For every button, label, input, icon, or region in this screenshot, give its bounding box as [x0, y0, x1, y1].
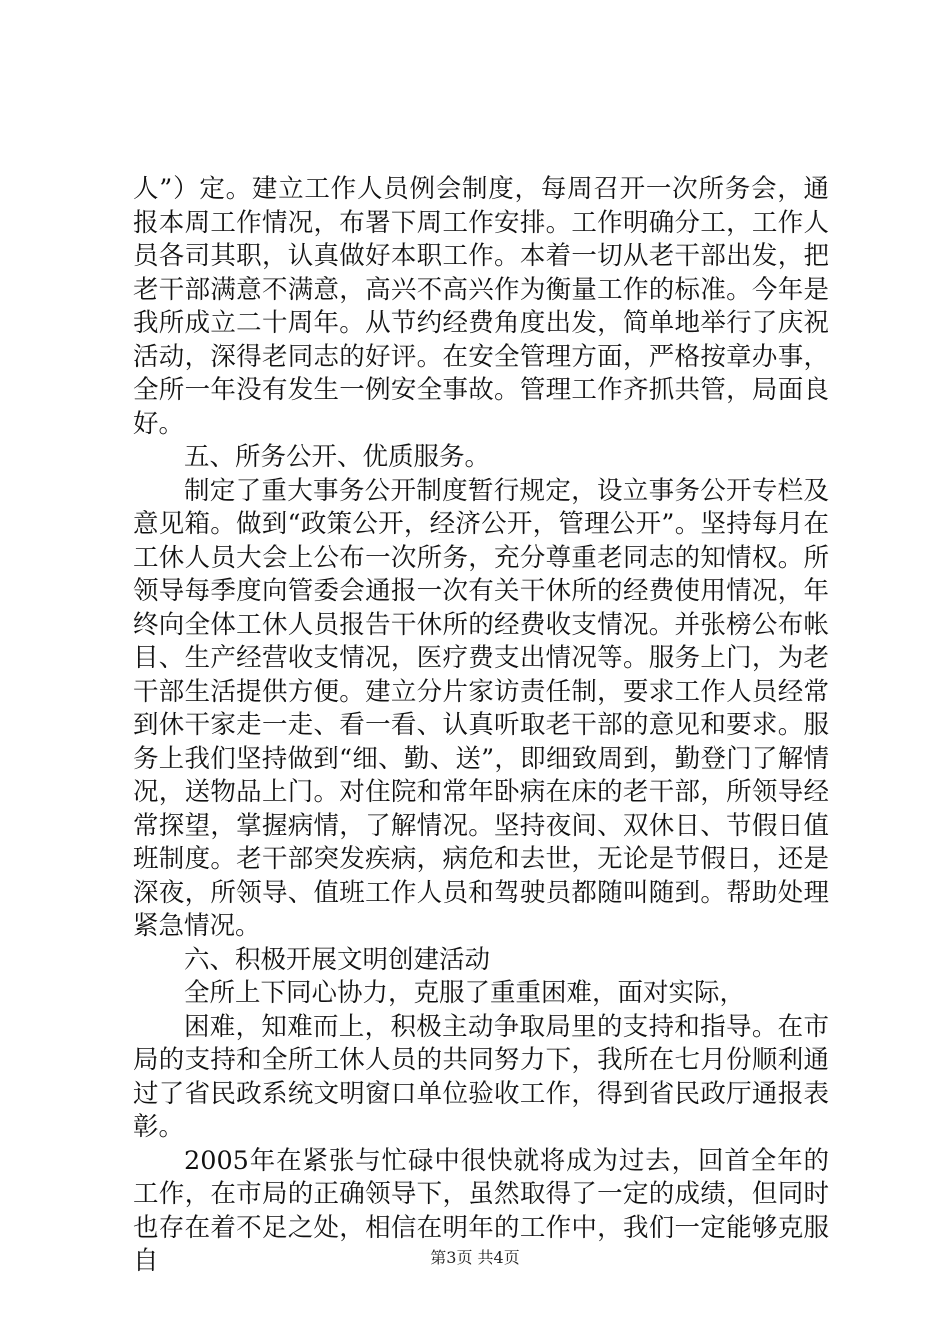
paragraph-1: 人”）定。建立工作人员例会制度，每周召开一次所务会，通报本周工作情况，布署下周工作安排。工作明确分工，工作人员各司其职，认真做好本职工作。本着一切从老干部出发，把老干部满意不满意，高兴不高兴作为衡量工作的标准。今年是我所成立二十周年。从节约经费角度出发，简单地举行了庆祝活动，深得老同志的好评。在安全管理方面，严格按章办事，全所一年没有发生一例安全事故。管理工作齐抓共管，局面良好。 [133, 174, 829, 439]
paragraph-7: 2005年在紧张与忙碌中很快就将成为过去，回首全年的工作，在市局的正确领导下，虽然取得了一定的成绩，但同时也存在着不足之处，相信在明年的工作中，我们一定能够克服自 [133, 1145, 829, 1276]
section-heading-5: 五、所务公开、优质服务。 [184, 442, 491, 472]
document-body [133, 173, 829, 1279]
paragraph-3: 制定了重大事务公开制度暂行规定，设立事务公开专栏及意见箱。做到“政策公开，经济公开，管理公开”。坚持每月在工休人员大会上公布一次所务，充分尊重老同志的知情权。所领导每季度向管委会通报一次有关干休所的经费使用情况，年终向全体工休人员报告干休所的经费收支情况。并张榜公布帐目、生产经营收支情况，医疗费支出情况等。服务上门，为老干部生活提供方便。建立分片家访责任制，要求工作人员经常到休干家走一走、看一看、认真听取老干部的意见和要求。服务上我们坚持做到“细、勤、送”，即细致周到，勤登门了解情况，送物品上门。对住院和常年卧病在床的老干部，所领导经常探望，掌握病情，了解情况。坚持夜间、双休日、节假日值班制度。老干部突发疾病，病危和去世，无论是节假日，还是深夜，所领导、值班工作人员和驾驶员都随叫随到。帮助处理紧急情况。 [133, 475, 829, 941]
paragraph-6: 困难，知难而上，积极主动争取局里的支持和指导。在市局的支持和全所工休人员的共同努力下，我所在七月份顺利通过了省民政系统文明窗口单位验收工作，得到省民政厅通报表彰。 [133, 1011, 829, 1142]
paragraph-5: 全所上下同心协力，克服了重重困难，面对实际， [184, 978, 746, 1008]
page-number-footer: 第3页 共4页 [430, 1248, 520, 1267]
section-heading-6: 六、积极开展文明创建活动 [184, 944, 491, 975]
